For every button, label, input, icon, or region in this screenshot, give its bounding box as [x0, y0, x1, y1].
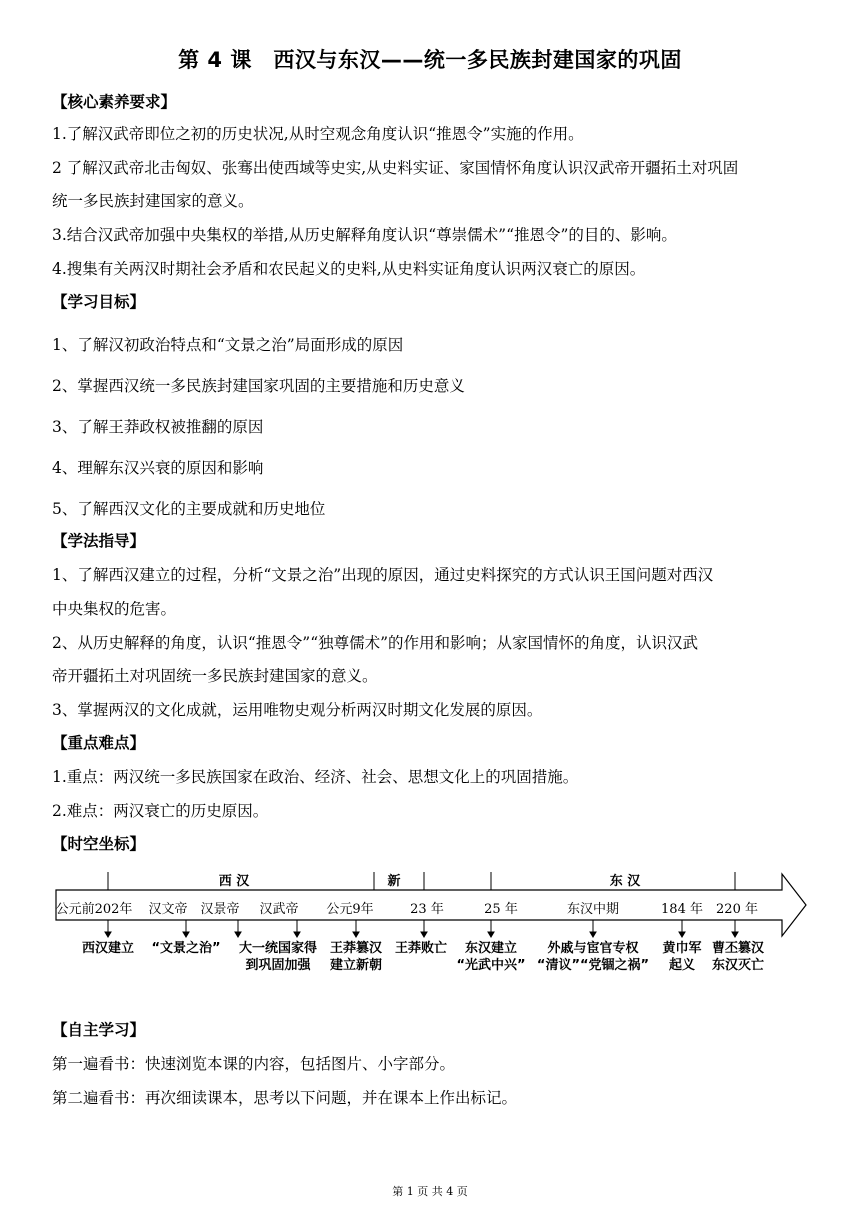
goal-item: 5、了解西汉文化的主要成就和历史地位: [52, 500, 326, 518]
goal-item: 2、掌握西汉统一多民族封建国家巩固的主要措施和历史意义: [52, 377, 465, 395]
goal-item: 1、了解汉初政治特点和“文景之治”局面形成的原因: [52, 336, 404, 354]
timeline-event: 黄巾军 起义: [662, 941, 702, 973]
self-study-line: 第一遍看书：快速浏览本课的内容，包括图片、小字部分。: [52, 1055, 456, 1073]
goals-heading: 【学习目标】: [52, 293, 146, 311]
method-line: 2、从历史解释的角度，认识“推恩令”“独尊儒术”的作用和影响；从家国情怀的角度，认识汉武: [52, 634, 699, 652]
timeline-event: “文景之治”: [151, 941, 221, 956]
timeline-event: 东汉建立 “光武中兴”: [456, 941, 526, 973]
timeline-event: 王莽篡汉 建立新朝: [329, 941, 383, 973]
method-line: 3、掌握两汉的文化成就，运用唯物史观分析两汉时期文化发展的原因。: [52, 701, 543, 719]
timeline-point: 184 年: [661, 902, 703, 917]
timeline-point: 公元前202年: [55, 902, 133, 917]
key-line: 2.难点：两汉衰亡的历史原因。: [52, 802, 269, 820]
page-footer: 第 1 页 共 4 页: [392, 1185, 468, 1198]
timeline-point: 220 年: [716, 902, 758, 917]
timeline-event: 曹丕篡汉 东汉灭亡: [711, 941, 765, 973]
core-line: 1.了解汉武帝即位之初的历史状况,从时空观念角度认识“推恩令”实施的作用。: [52, 125, 584, 143]
core-line: 4.搜集有关两汉时期社会矛盾和农民起义的史料,从史料实证角度认识两汉衰亡的原因。: [52, 260, 646, 278]
method-line: 中央集权的危害。: [52, 600, 177, 618]
timeline-heading: 【时空坐标】: [52, 835, 146, 853]
timeline-point: 23 年: [410, 902, 444, 917]
timeline-point: 25 年: [484, 902, 518, 917]
key-heading: 【重点难点】: [52, 734, 146, 752]
timeline-point: 汉武帝: [259, 902, 299, 917]
timeline-event: 外戚与宦官专权 “清议”“党锢之祸”: [536, 941, 650, 973]
goal-item: 4、理解东汉兴衰的原因和影响: [52, 459, 264, 477]
key-line: 1.重点：两汉统一多民族国家在政治、经济、社会、思想文化上的巩固措施。: [52, 768, 579, 786]
method-heading: 【学法指导】: [52, 532, 146, 550]
lesson-title: 第 4 课 西汉与东汉——统一多民族封建国家的巩固: [178, 48, 682, 72]
segment-label-western-han: 西 汉: [218, 874, 250, 889]
timeline-diagram: [52, 862, 812, 992]
segment-label-xin: 新: [387, 874, 401, 889]
goal-item: 3、了解王莽政权被推翻的原因: [52, 418, 264, 436]
core-line: 2 了解汉武帝北击匈奴、张骞出使西域等史实,从史料实证、家国情怀角度认识汉武帝开疆拓土对巩固: [52, 159, 739, 177]
timeline-point: 汉文帝: [148, 902, 188, 917]
core-heading: 【核心素养要求】: [52, 93, 177, 111]
segment-label-eastern-han: 东 汉: [609, 874, 641, 889]
timeline-event: 西汉建立: [81, 941, 135, 956]
timeline-point: 汉景帝: [200, 902, 240, 917]
timeline-point: 东汉中期: [566, 902, 620, 917]
core-line: 3.结合汉武帝加强中央集权的举措,从历史解释角度认识“尊崇儒术”“推恩令”的目的、影响。: [52, 226, 677, 244]
self-study-line: 第二遍看书：再次细读课本，思考以下问题，并在课本上作出标记。: [52, 1089, 518, 1107]
timeline-event: 王莽败亡: [394, 941, 448, 956]
timeline-event: 大一统国家得 到巩固加强: [238, 941, 318, 973]
method-line: 帝开疆拓土对巩固统一多民族封建国家的意义。: [52, 667, 378, 685]
core-line: 统一多民族封建国家的意义。: [52, 192, 254, 210]
self-study-heading: 【自主学习】: [52, 1021, 146, 1039]
method-line: 1、了解西汉建立的过程，分析“文景之治”出现的原因，通过史料探究的方式认识王国问题对西汉: [52, 566, 714, 584]
timeline-point: 公元9年: [326, 902, 374, 917]
